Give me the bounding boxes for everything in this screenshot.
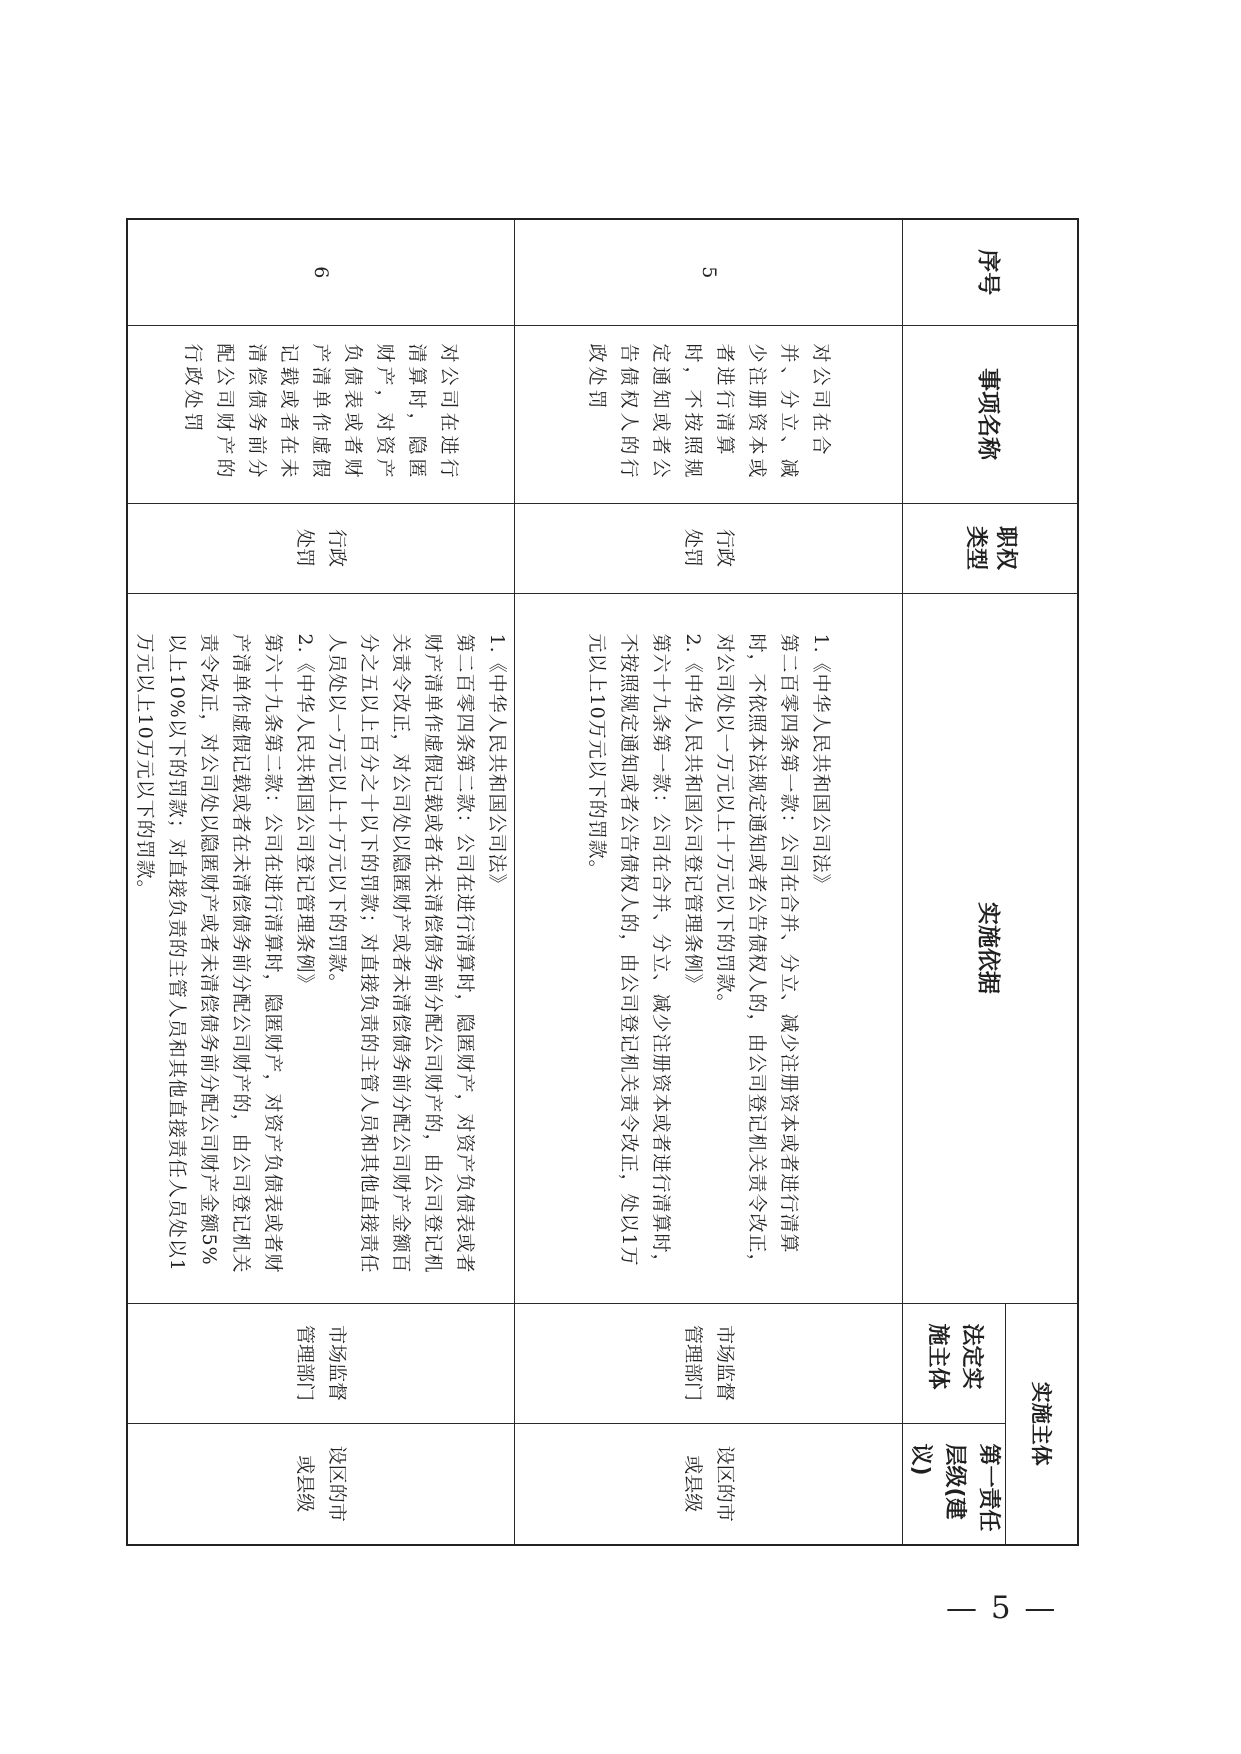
basis-regulation-title: 2.《中华人民共和国公司登记管理条例》 bbox=[682, 633, 704, 994]
header-legal-subject bbox=[903, 1303, 1006, 1423]
row-power-type bbox=[515, 503, 903, 593]
row-legal-subject-text: 市场监督管理部门 bbox=[682, 1324, 736, 1401]
table-row bbox=[515, 219, 903, 1545]
basis-law-article: 第二百零四条第二款：公司在进行清算时，隐匿财产，对资产负债表或者财产清单作虚假记载或者在未清偿债务前分配公司财产的，由公司登记机关责令改正，对公司处以隐匿财产或者未清偿债务前分配公司财产金额百分之五以上百分之十以下的罚款；对直接负责的主管人员和其他直接责任人员处以一万元以上十万元以下的罚款。 bbox=[326, 633, 477, 1274]
table-row bbox=[127, 219, 515, 1545]
header-row-top bbox=[1006, 219, 1078, 1545]
enforcement-items-table bbox=[126, 218, 1079, 1546]
row-seq: 6 bbox=[127, 219, 515, 325]
row-power-type-text: 行政处罚 bbox=[294, 528, 349, 567]
row-basis bbox=[515, 593, 903, 1303]
header-item-name: 事项名称 bbox=[903, 325, 1078, 503]
row-basis bbox=[127, 593, 515, 1303]
row-level-text: 设区的市或县级 bbox=[682, 1445, 736, 1522]
basis-law-title: 1.《中华人民共和国公司法》 bbox=[486, 633, 509, 894]
rotated-table-region bbox=[134, 218, 1079, 1544]
table-rotation-wrapper bbox=[134, 218, 1079, 1544]
basis-regulation-title: 2.《中华人民共和国公司登记管理条例》 bbox=[294, 633, 317, 994]
row-power-type bbox=[127, 503, 515, 593]
header-level-text: 第一责任层级(建议) bbox=[908, 1443, 1002, 1532]
row-legal-subject bbox=[515, 1303, 903, 1423]
header-subject: 实施主体 bbox=[1006, 1303, 1078, 1545]
row-legal-subject bbox=[127, 1303, 515, 1423]
row-level bbox=[127, 1423, 515, 1545]
header-level bbox=[903, 1423, 1006, 1545]
row-item-name: 对公司在合并、分立、减少注册资本或者进行清算时，不按照规定通知或者公告债权人的行政处罚 bbox=[515, 325, 903, 503]
row-level-text: 设区的市或县级 bbox=[294, 1445, 349, 1522]
row-item-name: 对公司在进行清算时，隐匿财产，对资产负债表或者财产清单作虚假记载或者在未清偿债务前分配公司财产的行政处罚 bbox=[127, 325, 515, 503]
row-level bbox=[515, 1423, 903, 1545]
basis-regulation-article: 第六十九条第一款：公司在合并、分立、减少注册资本或者进行清算时，不按照规定通知或者公告债权人的，由公司登记机关责令改正，处以1万元以上10万元以下的罚款。 bbox=[586, 633, 672, 1274]
basis-regulation-article: 第六十九条第二款：公司在进行清算时，隐匿财产，对资产负债表或者财产清单作虚假记载或者在未清偿债务前分配公司财产的，由公司登记机关责令改正，对公司处以隐匿财产或者未清偿债务前分配公司财产金额5%以上10%以下的罚款；对直接负责的主管人员和其他直接责任人员处以1万元以上10万元以下的罚款。 bbox=[134, 633, 285, 1274]
header-legal-subject-text: 法定实施主体 bbox=[925, 1323, 985, 1390]
basis-law-article: 第二百零四条第一款：公司在合并、分立、减少注册资本或者进行清算时，不依照本法规定通知或者公告债权人的，由公司登记机关责令改正，对公司处以一万元以上十万元以下的罚款。 bbox=[714, 633, 800, 1274]
row-power-type-text: 行政处罚 bbox=[682, 528, 736, 567]
header-power-type bbox=[903, 503, 1078, 593]
header-power-type-text: 职权类型 bbox=[963, 525, 1019, 570]
header-basis: 实施依据 bbox=[903, 593, 1078, 1303]
page-number: — 5 — bbox=[946, 1590, 1058, 1626]
row-legal-subject-text: 市场监督管理部门 bbox=[294, 1324, 349, 1401]
row-seq: 5 bbox=[515, 219, 903, 325]
basis-law-title: 1.《中华人民共和国公司法》 bbox=[810, 633, 832, 894]
header-seq: 序号 bbox=[903, 219, 1078, 325]
